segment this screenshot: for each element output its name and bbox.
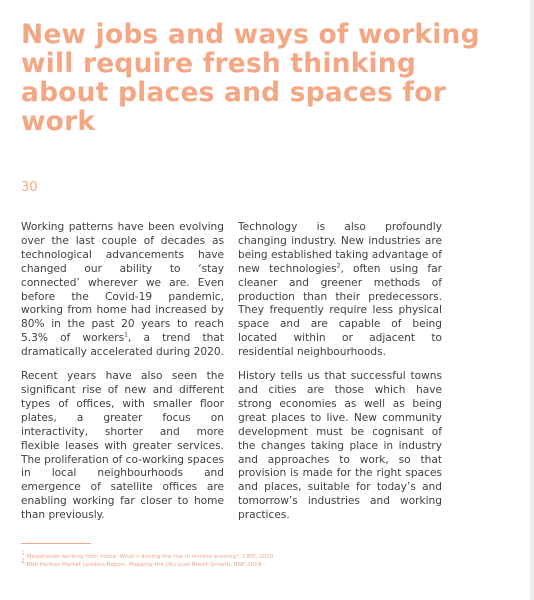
footnote-ref-2: 2: [336, 262, 341, 270]
left-column: [21, 221, 224, 533]
right-column: [238, 221, 442, 533]
page-edge: [530, 0, 534, 600]
left-paragraph-1-text: Working patterns have been evolving over the last couple of decades as technological advancements have changed our ability to ‘stay connected’ wherever we are. Even before the Covid-19 pandemic, working from home had increased by 80% in the past 20 years to reach 5.3% of workers: [21, 221, 224, 345]
footnote-ref-1: 1: [124, 331, 128, 339]
right-paragraph-1: [238, 221, 442, 360]
footnotes: [21, 550, 461, 569]
footnote-2-number: 2: [21, 558, 25, 566]
footnote-1-number: 1: [21, 550, 25, 558]
footnote-1-text: Megatrends working from home: What’s driving the rise in remote working?, CIPD, 2020: [24, 554, 274, 560]
right-paragraph-1-text-cont: , often using far cleaner and greener methods of production than their predecessors. They frequently require less physical space and are capable of being located within or adjacent to residential neighbourhoods.: [238, 262, 442, 359]
page-heading: New jobs and ways of working will require fresh thinking about places and spaces for work: [21, 19, 480, 137]
right-paragraph-2: History tells us that successful towns and cities are those which have strong economies as well as being great places to live. New community development must be cognisant of the changes taking place in industry and approaches to work, so that provision is made for the right spaces and places, suitable for today’s and tomorrow’s industries and working practices.: [238, 370, 442, 522]
right-paragraph-1-text: Technology is also profoundly changing industry. New industries are being established taking advantage of new technologies: [238, 221, 442, 275]
left-paragraph-1-text-cont: , a trend that dramatically accelerated during 2020.: [21, 332, 224, 359]
page-number: 30: [21, 180, 38, 195]
footnote-2-text: BNP Paribas Market Leaders Report, Mapping the UKs post Brexit Growth, BNP 2019: [24, 562, 262, 568]
left-paragraph-1: [21, 221, 224, 360]
footnote-divider: [21, 543, 91, 544]
footnote-1: [21, 550, 461, 561]
footnote-2: [21, 558, 461, 569]
left-paragraph-2: Recent years have also seen the significant rise of new and different types of offices, with smaller floor plates, a greater focus on interactivity, shorter and more flexible leases with greater services. The proliferation of co-working spaces in local neighbourhoods and emergence of satellite offices are enabling working far closer to home than previously.: [21, 370, 224, 522]
